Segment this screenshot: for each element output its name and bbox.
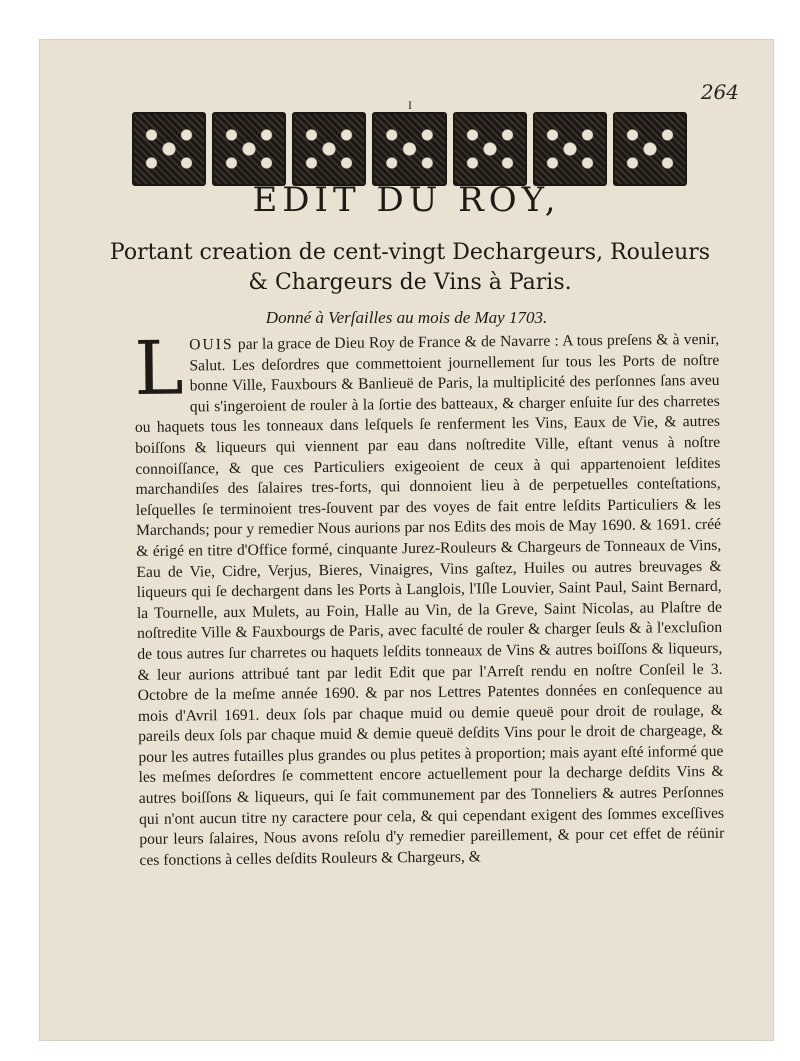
document-page — [40, 40, 773, 1040]
document-subtitle: Portant creation de cent-vingt Dechargeurs, Rouleurs & Chargeurs de Vins à Paris. — [109, 240, 711, 295]
dateline: Donné à Verſailles au mois de May 1703. — [265, 308, 548, 327]
top-mark: I — [408, 98, 412, 112]
ornament-tile-icon — [372, 112, 446, 186]
ornament-tile-icon — [292, 112, 366, 186]
ornament-tile-icon — [533, 112, 607, 186]
drop-cap: L — [133, 325, 184, 412]
ornament-tile-icon — [453, 112, 527, 186]
ornament-tile-icon — [212, 112, 286, 186]
first-word: OUIS — [189, 335, 234, 354]
document-title: EDIT DU ROY, — [252, 180, 561, 220]
page-number: 264 — [700, 80, 739, 104]
body-paragraph: par la grace de Dieu Roy de France & de Navarre : A tous preſens & à venir, Salut. Les deſordres que commettoient journellement ſur tous les Ports de noſtre bonne Ville, Fauxbours & Banlieuë de Paris, la multiplicité des perſonnes ſans aveu qui s'ingeroient de rouler à la ſortie des batteaux, & charger enſuite ſur des charretes ou haquets tous les tonneaux dans leſquels ſe renferment les Vins, Eaux de Vie, & autres boiſſons & liqueurs qui viennent par eau dans noſtredite Ville, eſtant venus à noſtre connoiſſance, & que ces Particuliers exigeoient de ceux à qui appartenoient leſdites marchandiſes des ſalaires tres-forts, qui donnoient lieu à de perpetuelles conteſtations, leſquelles ſe terminoient tres-ſouvent par des voyes de fait entre leſdits Particuliers & les Marchands; pour y remedier Nous aurions par nos Edits des mois de May 1690. & 1691. créé & érigé en titre d'Office formé, cinquante Jurez-Rouleurs & Chargeurs de Tonneaux de Vins, Eau de Vie, Cidre, Verjus, Bieres, Vinaigres, Vins gaſtez, Huiles ou autres breuvages & liqueurs qui ſe dechargent dans les Ports à Langlois, l'Iſle Louvier, Saint Paul, Saint Bernard, la Tournelle, aux Mulets, au Foin, Halle au Vin, de la Greve, Saint Nicolas, au Plaſtre de noſtredite Ville & Fauxbourgs de Paris, avec faculté de rouler & charger ſeuls & à l'excluſion de tous autres ſur charretes ou haquets leſdits tonneaux de Vins & autres boiſſons & liqueurs, & leur aurions attribué tant par ledit Edit que par l'Arreſt rendu en noſtre Conſeil le 3. Octobre de la meſme année 1690. & par nos Lettres Patentes données en conſequence au mois d'Avril 1691. deux ſols par chaque muid ou demie queuë pour droit de roulage, & pareils deux ſols par chaque muid & demie queuë deſdits Vins pour le droit de chargeage, & pour les autres futailles plus grandes ou plus petites à proportion; mais ayant eſté informé que les meſmes deſordres ſe commettent encore actuellement pour la decharge deſdits Vins & autres boiſſons & liqueurs, qui ſe fait communement par des Tonneliers & autres Perſonnes qui n'ont aucun titre ny caractere pour cela, & qui cependant exigent des ſommes exceſſives pour leurs ſalaires, Nous avons reſolu d'y remedier pareillement, & pour cet effet de réünir ces fonctions à celles deſdits Rouleurs & Chargeurs, & — [134, 330, 725, 869]
ornament-tile-icon — [613, 112, 687, 186]
body-text — [133, 325, 725, 872]
ornament-band — [132, 112, 687, 182]
ornament-tile-icon — [132, 112, 206, 186]
